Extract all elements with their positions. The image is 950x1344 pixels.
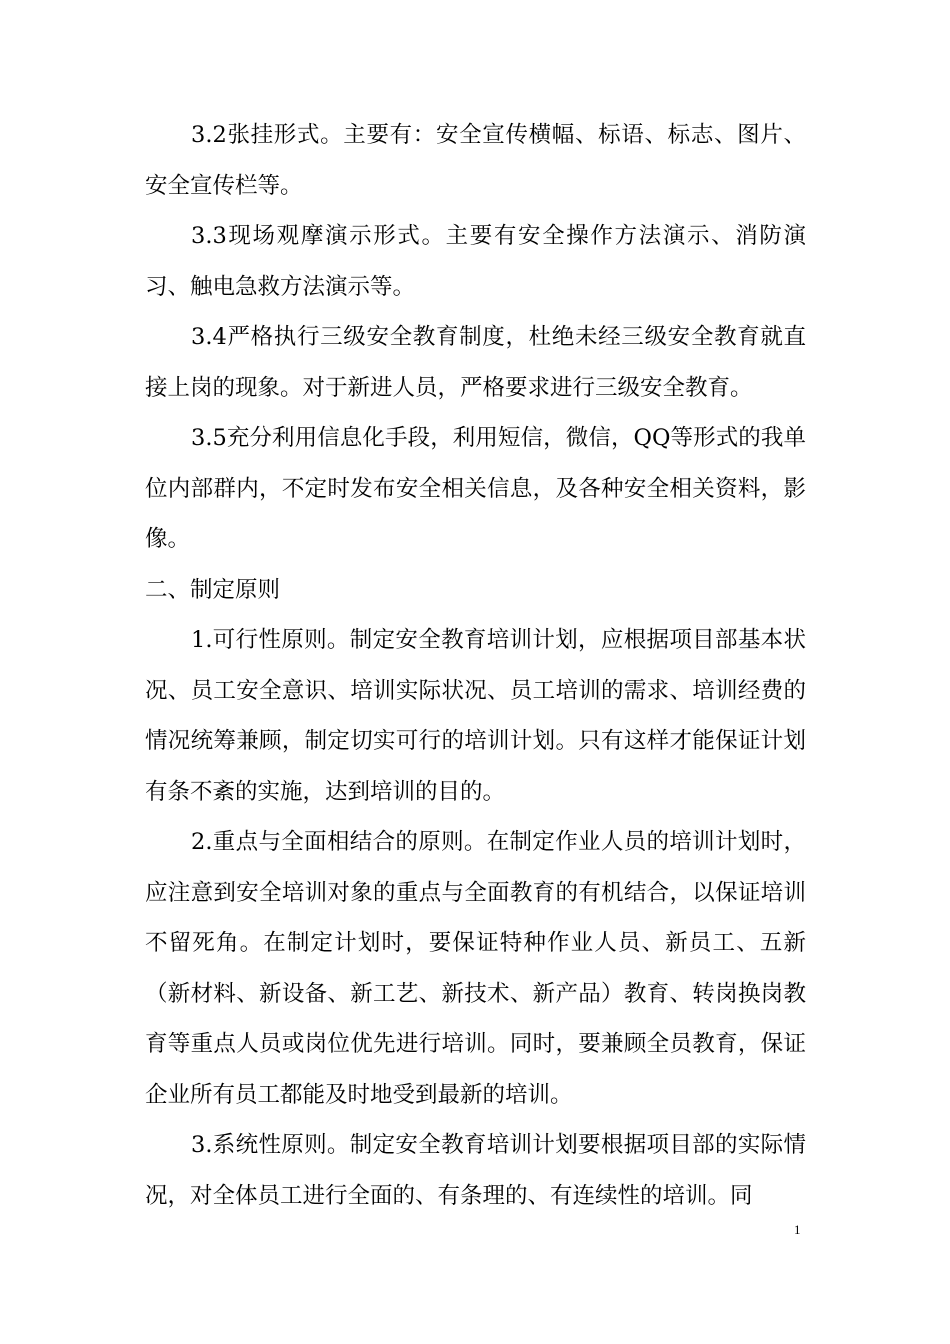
section-heading: 二、制定原则 [145,576,281,603]
paragraph-3-5: 3.5充分利用信息化手段，利用短信，微信，QQ等形式的我单位内部群内，不定时发布安全相关信息，及各种安全相关资料，影像。 [145,425,806,552]
principle-feasibility: 1.可行性原则。制定安全教育培训计划，应根据项目部基本状况、员工安全意识、培训实际状况、员工培训的需求、培训经费的情况统筹兼顾，制定切实可行的培训计划。只有这样才能保证计划有条不紊的实施，达到培训的目的。 [145,627,806,805]
paragraph-3-4: 3.4严格执行三级安全教育制度，杜绝未经三级安全教育就直接上岗的现象。对于新进人员，严格要求进行三级安全教育。 [145,324,806,401]
page-number: 1 [794,1222,801,1237]
principle-systematic: 3.系统性原则。制定安全教育培训计划要根据项目部的实际情况，对全体员工进行全面的、有条理的、有连续性的培训。同 [145,1132,806,1209]
document-body [145,110,806,1221]
paragraph-3-2: 3.2张挂形式。主要有：安全宣传横幅、标语、标志、图片、安全宣传栏等。 [145,122,806,199]
paragraph-3-3: 3.3现场观摩演示形式。主要有安全操作方法演示、消防演习、触电急救方法演示等。 [145,223,806,300]
principle-focus-and-comprehensive: 2.重点与全面相结合的原则。在制定作业人员的培训计划时，应注意到安全培训对象的重点与全面教育的有机结合，以保证培训不留死角。在制定计划时，要保证特种作业人员、新员工、五新（新材料、新设备、新工艺、新技术、新产品）教育、转岗换岗教育等重点人员或岗位优先进行培训。同时，要兼顾全员教育，保证企业所有员工都能及时地受到最新的培训。 [145,829,806,1108]
